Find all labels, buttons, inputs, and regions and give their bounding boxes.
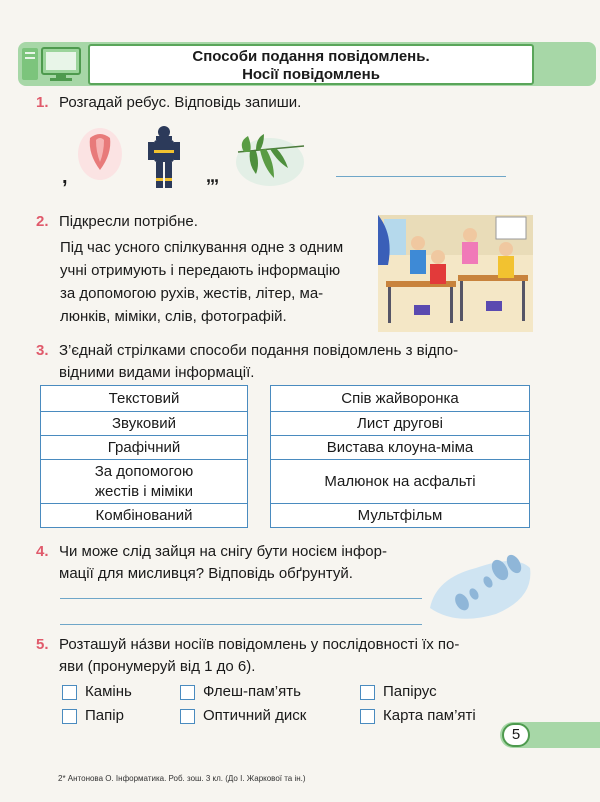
page-number: 5 [502, 723, 530, 747]
option-label: Папірус [383, 683, 437, 700]
option-label: Камінь [85, 683, 132, 700]
info-type-cell[interactable]: Комбінований [41, 504, 248, 528]
task2-line: Під час усного спілкування одне з одним [60, 239, 344, 256]
option-label: Папір [85, 707, 124, 724]
task2-line: за допомогою рухів, жестів, літер, ма- [60, 285, 324, 302]
page-title-line2: Носії повідомлень [242, 66, 380, 83]
firefighter-icon [146, 124, 182, 194]
page-title-line1: Способи подання повідомлень. [192, 48, 430, 65]
info-types-table [40, 385, 248, 528]
task5 [36, 634, 459, 678]
rebus-comma-1: , [62, 166, 68, 188]
checkbox[interactable] [62, 685, 77, 700]
task2-paragraph[interactable] [60, 236, 343, 328]
task4-answer-line[interactable] [60, 598, 422, 599]
task1-number: 1. [36, 94, 49, 111]
message-example-cell[interactable]: Спів жайворонка [271, 386, 530, 412]
info-type-cell[interactable]: Графічний [41, 436, 248, 460]
fern-branch-icon [230, 128, 308, 188]
task4-number: 4. [36, 543, 49, 560]
checkbox[interactable] [180, 685, 195, 700]
task3-text-line2: відними видами інформації. [59, 364, 255, 381]
info-type-cell-line: жестів і міміки [95, 482, 193, 500]
info-type-cell-line: За допомогою [94, 462, 194, 480]
option-optical-disc[interactable] [180, 707, 306, 724]
message-example-cell[interactable]: Вистава клоуна-міма [271, 436, 530, 460]
task5-text-line2: яви (пронумеруй від 1 до 6). [59, 658, 256, 675]
task3-number: 3. [36, 342, 49, 359]
checkbox[interactable] [62, 709, 77, 724]
task2-line: люнків, міміки, слів, фотографій. [60, 308, 287, 325]
info-type-cell[interactable] [41, 460, 248, 504]
checkbox[interactable] [360, 709, 375, 724]
task2-number: 2. [36, 213, 49, 230]
task4-answer-line[interactable] [60, 624, 422, 625]
rebus-comma-2: ,,, [206, 166, 219, 186]
option-memory-card[interactable] [360, 707, 476, 724]
option-stone[interactable] [62, 683, 132, 700]
task4-text-line1: Чи може слід зайця на снігу бути носієм інфор- [58, 543, 387, 560]
message-example-cell[interactable]: Лист другові [271, 412, 530, 436]
info-type-cell[interactable]: Звуковий [41, 412, 248, 436]
info-type-cell[interactable]: Текстовий [41, 386, 248, 412]
footer-note: 2* Антонова О. Інформатика. Роб. зош. 3 кл. (До І. Жаркової та ін.) [58, 774, 306, 783]
checkbox[interactable] [360, 685, 375, 700]
option-label: Флеш-пам’ять [203, 683, 301, 700]
option-flash-memory[interactable] [180, 683, 301, 700]
rebus-answer-line[interactable] [336, 176, 506, 177]
task5-number: 5. [36, 636, 49, 653]
option-label: Карта пам’яті [383, 707, 476, 724]
monitor-icon [20, 45, 82, 83]
task4 [36, 541, 387, 585]
page-title [88, 44, 534, 85]
message-example-cell[interactable]: Мультфільм [271, 504, 530, 528]
task2 [36, 211, 198, 233]
option-paper[interactable] [62, 707, 124, 724]
flower-bud-icon [76, 124, 124, 184]
task2-line: учні отримують і передають інформацію [60, 262, 341, 279]
task2-text: Підкресли потрібне. [58, 213, 198, 230]
message-example-cell[interactable]: Малюнок на асфальті [271, 460, 530, 504]
option-label: Оптичний диск [203, 707, 307, 724]
task3 [36, 340, 458, 384]
option-papyrus[interactable] [360, 683, 437, 700]
task1 [36, 92, 301, 114]
checkbox[interactable] [180, 709, 195, 724]
task1-text: Розгадай ребус. Відповідь запиши. [58, 94, 302, 111]
hare-tracks-icon [426, 548, 534, 622]
task3-text-line1: З’єднай стрілками способи подання повідомлень з відпо- [58, 342, 459, 359]
classroom-photo [378, 215, 533, 332]
task4-text-line2: мації для мисливця? Відповідь обґрунтуй. [59, 565, 353, 582]
task5-text-line1: Розташуй на́зви носіїв повідомлень у послідовності їх по- [58, 636, 460, 653]
message-examples-table [270, 385, 530, 528]
